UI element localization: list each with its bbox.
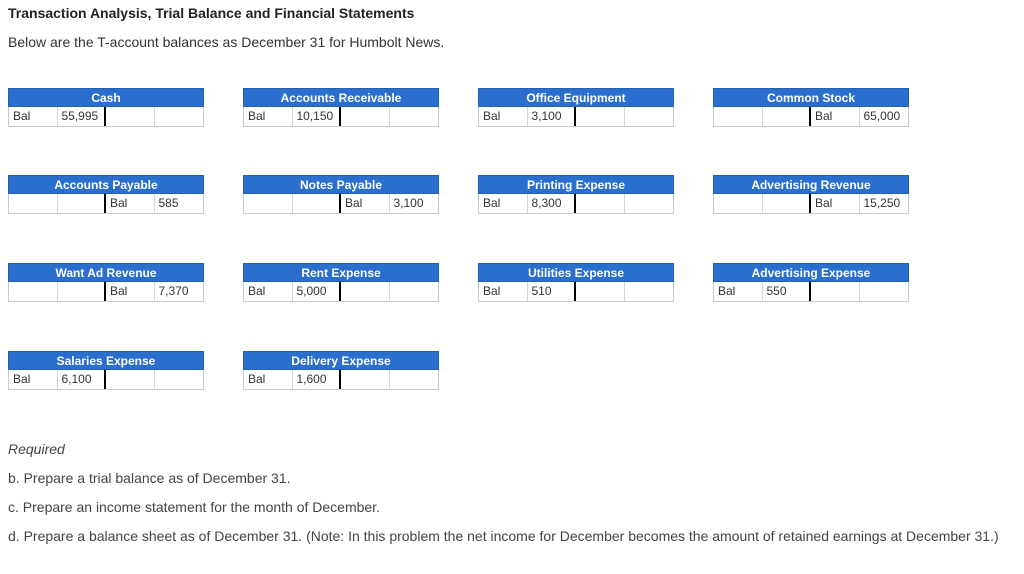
t-account-title: Salaries Expense bbox=[8, 351, 204, 370]
t-account-amount: 1,600 bbox=[293, 370, 342, 389]
t-account-cell bbox=[576, 107, 625, 126]
t-account bbox=[713, 263, 909, 302]
t-account bbox=[478, 88, 674, 127]
t-account bbox=[8, 351, 204, 390]
t-account-title: Office Equipment bbox=[478, 88, 674, 107]
t-account-cell bbox=[9, 282, 58, 301]
t-account-cell bbox=[390, 282, 439, 301]
t-account-cell bbox=[811, 282, 860, 301]
t-account-amount: 3,100 bbox=[393, 196, 424, 210]
t-account-amount: 55,995 bbox=[58, 107, 107, 126]
t-account-amount: 3,100 bbox=[528, 107, 577, 126]
t-account-cell bbox=[341, 282, 390, 301]
t-account bbox=[713, 88, 909, 127]
t-account-cell bbox=[576, 282, 625, 301]
t-account-amount: 7,370 bbox=[158, 284, 189, 298]
t-account-balance-row bbox=[243, 370, 439, 390]
t-account-amount: 15,250 bbox=[863, 196, 901, 210]
t-account-cell bbox=[9, 194, 58, 213]
t-account-cell bbox=[763, 194, 812, 213]
t-account-cell bbox=[155, 370, 204, 389]
t-account-label: Bal bbox=[244, 107, 293, 126]
t-account-amount: 65,000 bbox=[863, 109, 901, 123]
page-title: Transaction Analysis, Trial Balance and Financial Statements bbox=[8, 5, 415, 21]
t-account-label: Bal bbox=[106, 282, 155, 301]
t-account-amount: 510 bbox=[528, 282, 577, 301]
t-account-cell bbox=[576, 194, 625, 213]
t-account-balance-row bbox=[8, 282, 204, 302]
t-account-cell bbox=[860, 282, 909, 301]
t-account-balance-row bbox=[8, 370, 204, 390]
t-account-cell bbox=[293, 194, 342, 213]
t-account-amount: 8,300 bbox=[528, 194, 577, 213]
t-account-label: Bal bbox=[811, 107, 860, 126]
t-account-balance-row bbox=[243, 282, 439, 302]
t-account-title: Accounts Receivable bbox=[243, 88, 439, 107]
t-account-amount: 550 bbox=[763, 282, 812, 301]
t-account-balance-row bbox=[713, 282, 909, 302]
t-account bbox=[713, 175, 909, 214]
t-account-title: Rent Expense bbox=[243, 263, 439, 282]
t-account-amount: 10,150 bbox=[293, 107, 342, 126]
requirement-b: b. Prepare a trial balance as of December 31. bbox=[8, 470, 291, 486]
t-account-title: Delivery Expense bbox=[243, 351, 439, 370]
t-account-title: Printing Expense bbox=[478, 175, 674, 194]
t-account-amount: 6,100 bbox=[58, 370, 107, 389]
requirement-d: d. Prepare a balance sheet as of December 31. (Note: In this problem the net income for December becomes the amount of retained earnings at December 31.) bbox=[8, 528, 999, 544]
t-account-title: Notes Payable bbox=[243, 175, 439, 194]
t-account-cell bbox=[390, 370, 439, 389]
t-account-balance-row bbox=[478, 107, 674, 127]
t-account-balance-row bbox=[713, 107, 909, 127]
t-account-label: Bal bbox=[9, 370, 58, 389]
t-account bbox=[478, 175, 674, 214]
t-account-balance-row bbox=[243, 107, 439, 127]
t-account-title: Accounts Payable bbox=[8, 175, 204, 194]
t-account-title: Common Stock bbox=[713, 88, 909, 107]
t-account-title: Cash bbox=[8, 88, 204, 107]
requirement-c: c. Prepare an income statement for the month of December. bbox=[8, 499, 380, 515]
t-account-balance-row bbox=[8, 107, 204, 127]
t-account-balance-row bbox=[8, 194, 204, 214]
t-account-cell bbox=[244, 194, 293, 213]
t-account bbox=[8, 263, 204, 302]
t-account bbox=[478, 263, 674, 302]
t-account-cell bbox=[625, 107, 674, 126]
t-account-label: Bal bbox=[106, 194, 155, 213]
t-account-label: Bal bbox=[9, 107, 58, 126]
t-account-cell bbox=[58, 282, 107, 301]
t-account-label: Bal bbox=[811, 194, 860, 213]
t-account-label: Bal bbox=[479, 282, 528, 301]
t-account-cell bbox=[625, 282, 674, 301]
t-account-cell bbox=[625, 194, 674, 213]
t-account-amount: 585 bbox=[158, 196, 179, 210]
required-heading: Required bbox=[8, 441, 65, 457]
t-account bbox=[243, 263, 439, 302]
t-account-balance-row bbox=[243, 194, 439, 214]
page-subtitle: Below are the T-account balances as December 31 for Humbolt News. bbox=[8, 34, 445, 50]
t-account-cell bbox=[341, 107, 390, 126]
t-account-title: Want Ad Revenue bbox=[8, 263, 204, 282]
t-account-cell bbox=[714, 107, 763, 126]
t-account bbox=[243, 175, 439, 214]
t-account-cell bbox=[763, 107, 812, 126]
t-account-label: Bal bbox=[479, 194, 528, 213]
t-account-cell bbox=[714, 194, 763, 213]
t-account-label: Bal bbox=[479, 107, 528, 126]
t-account-label: Bal bbox=[341, 194, 390, 213]
t-account-balance-row bbox=[478, 194, 674, 214]
t-account-label: Bal bbox=[714, 282, 763, 301]
t-account-amount: 5,000 bbox=[293, 282, 342, 301]
t-account-cell bbox=[106, 107, 155, 126]
t-account bbox=[243, 351, 439, 390]
t-account bbox=[8, 88, 204, 127]
t-account bbox=[8, 175, 204, 214]
t-account-cell bbox=[390, 107, 439, 126]
t-account-balance-row bbox=[713, 194, 909, 214]
t-account-cell bbox=[58, 194, 107, 213]
t-account-label: Bal bbox=[244, 370, 293, 389]
t-account-title: Advertising Expense bbox=[713, 263, 909, 282]
t-account bbox=[243, 88, 439, 127]
t-account-balance-row bbox=[478, 282, 674, 302]
t-account-title: Advertising Revenue bbox=[713, 175, 909, 194]
t-account-cell bbox=[341, 370, 390, 389]
t-account-cell bbox=[155, 107, 204, 126]
t-account-label: Bal bbox=[244, 282, 293, 301]
t-account-title: Utilities Expense bbox=[478, 263, 674, 282]
t-account-cell bbox=[106, 370, 155, 389]
